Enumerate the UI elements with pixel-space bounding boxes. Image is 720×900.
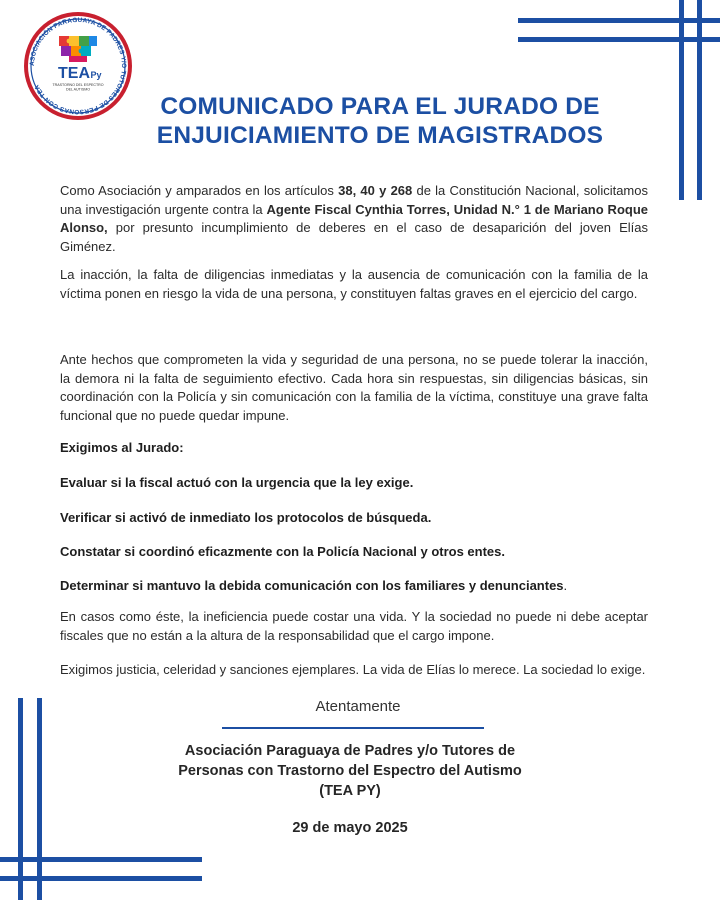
decor-bar-bottom-h2 (0, 876, 202, 881)
demand-item-4-period: . (563, 578, 568, 593)
demand-item-3: Constatar si coordinó eficazmente con la Policía Nacional y otros entes. (60, 544, 506, 559)
paragraph-inefficiency: En casos como éste, la ineficiencia puede costar una vida. Y la sociedad no puede ni debe aceptar fiscales que no están a la altura de la responsabilidad que el cargo impone. (60, 609, 648, 643)
paragraph-facts: Ante hechos que comprometen la vida y seguridad de una persona, no se puede tolerar la inacción, la demora ni la falta de seguimiento efectivo. Cada hora sin respuestas, sin diligencias básicas, sin coordinación con la Policía y sin comunicación con la familia de la víctima, constituye una grave falta funcional que no puede quedar impune. (60, 352, 648, 423)
p1-prosecutor: Agente Fiscal Cynthia Torres, Unidad N.° 1 de Mariano Roque Alonso, (60, 201, 648, 236)
demand-item-1: Evaluar si la fiscal actuó con la urgencia que la ley exige. (60, 475, 414, 490)
closing-atentamente: Atentamente (315, 698, 401, 715)
decor-bar-top-h2 (518, 37, 720, 42)
document-date: 29 de mayo 2025 (292, 820, 408, 836)
decor-bar-bottom-v2 (37, 698, 42, 900)
org-line-3: (TEA PY) (319, 783, 381, 799)
title-line-2: ENJUICIAMIENTO DE MAGISTRADOS (156, 122, 604, 149)
paragraph-justice: Exigimos justicia, celeridad y sanciones ejemplares. La vida de Elías lo merece. La sociedad lo exige. (60, 662, 646, 677)
paragraph-inaction: La inacción, la falta de diligencias inmediatas y la ausencia de comunicación con la familia de la víctima ponen en riesgo la vida de una persona, y constituyen faltas graves en el ejercicio del cargo. (60, 267, 648, 301)
p1-articles: 38, 40 y 268 (338, 183, 413, 198)
demand-item-4-text: Determinar si mantuvo la debida comunicación con los familiares y denunciantes (60, 578, 564, 593)
organization-signature (130, 741, 570, 801)
paragraph-request (60, 182, 648, 256)
logo-wordmark-suffix: Py (90, 70, 102, 80)
page-title (100, 92, 660, 150)
signature-line (222, 727, 484, 729)
decor-bar-top-v2 (697, 0, 702, 200)
org-line-1: Asociación Paraguaya de Padres y/o Tutores de (184, 743, 516, 759)
demand-item-2: Verificar si activó de inmediato los protocolos de búsqueda. (60, 510, 432, 525)
decor-bar-top-h1 (518, 18, 720, 23)
logo-subtitle-1: TRASTORNO DEL ESPECTRO (52, 83, 104, 87)
decor-bar-bottom-v1 (18, 698, 23, 900)
logo-subtitle-2: DEL AUTISMO (65, 87, 91, 92)
decor-bar-top-v1 (679, 0, 684, 200)
decor-bar-bottom-h1 (0, 857, 202, 862)
p1-text-1: Como Asociación y amparados en los artículos (60, 183, 339, 198)
title-line-1: COMUNICADO PARA EL JURADO DE (160, 93, 600, 120)
p1-text-3: por presunto incumplimiento de deberes en el caso de desaparición del joven Elías Giménez. (60, 220, 648, 254)
demands-heading: Exigimos al Jurado: (60, 440, 184, 455)
logo-wordmark: TEA (58, 65, 90, 82)
demand-item-4 (60, 578, 660, 593)
p1-text-2: de la Constitución Nacional, solicitamos una investigación urgente contra la (60, 183, 648, 217)
logo-ring-text: ASOCIACIÓN PARAGUAYA DE PADRES Y/O TUTORES DE PERSONAS CON TEA (28, 16, 128, 116)
org-line-2: Personas con Trastorno del Espectro del Autismo (178, 763, 522, 779)
